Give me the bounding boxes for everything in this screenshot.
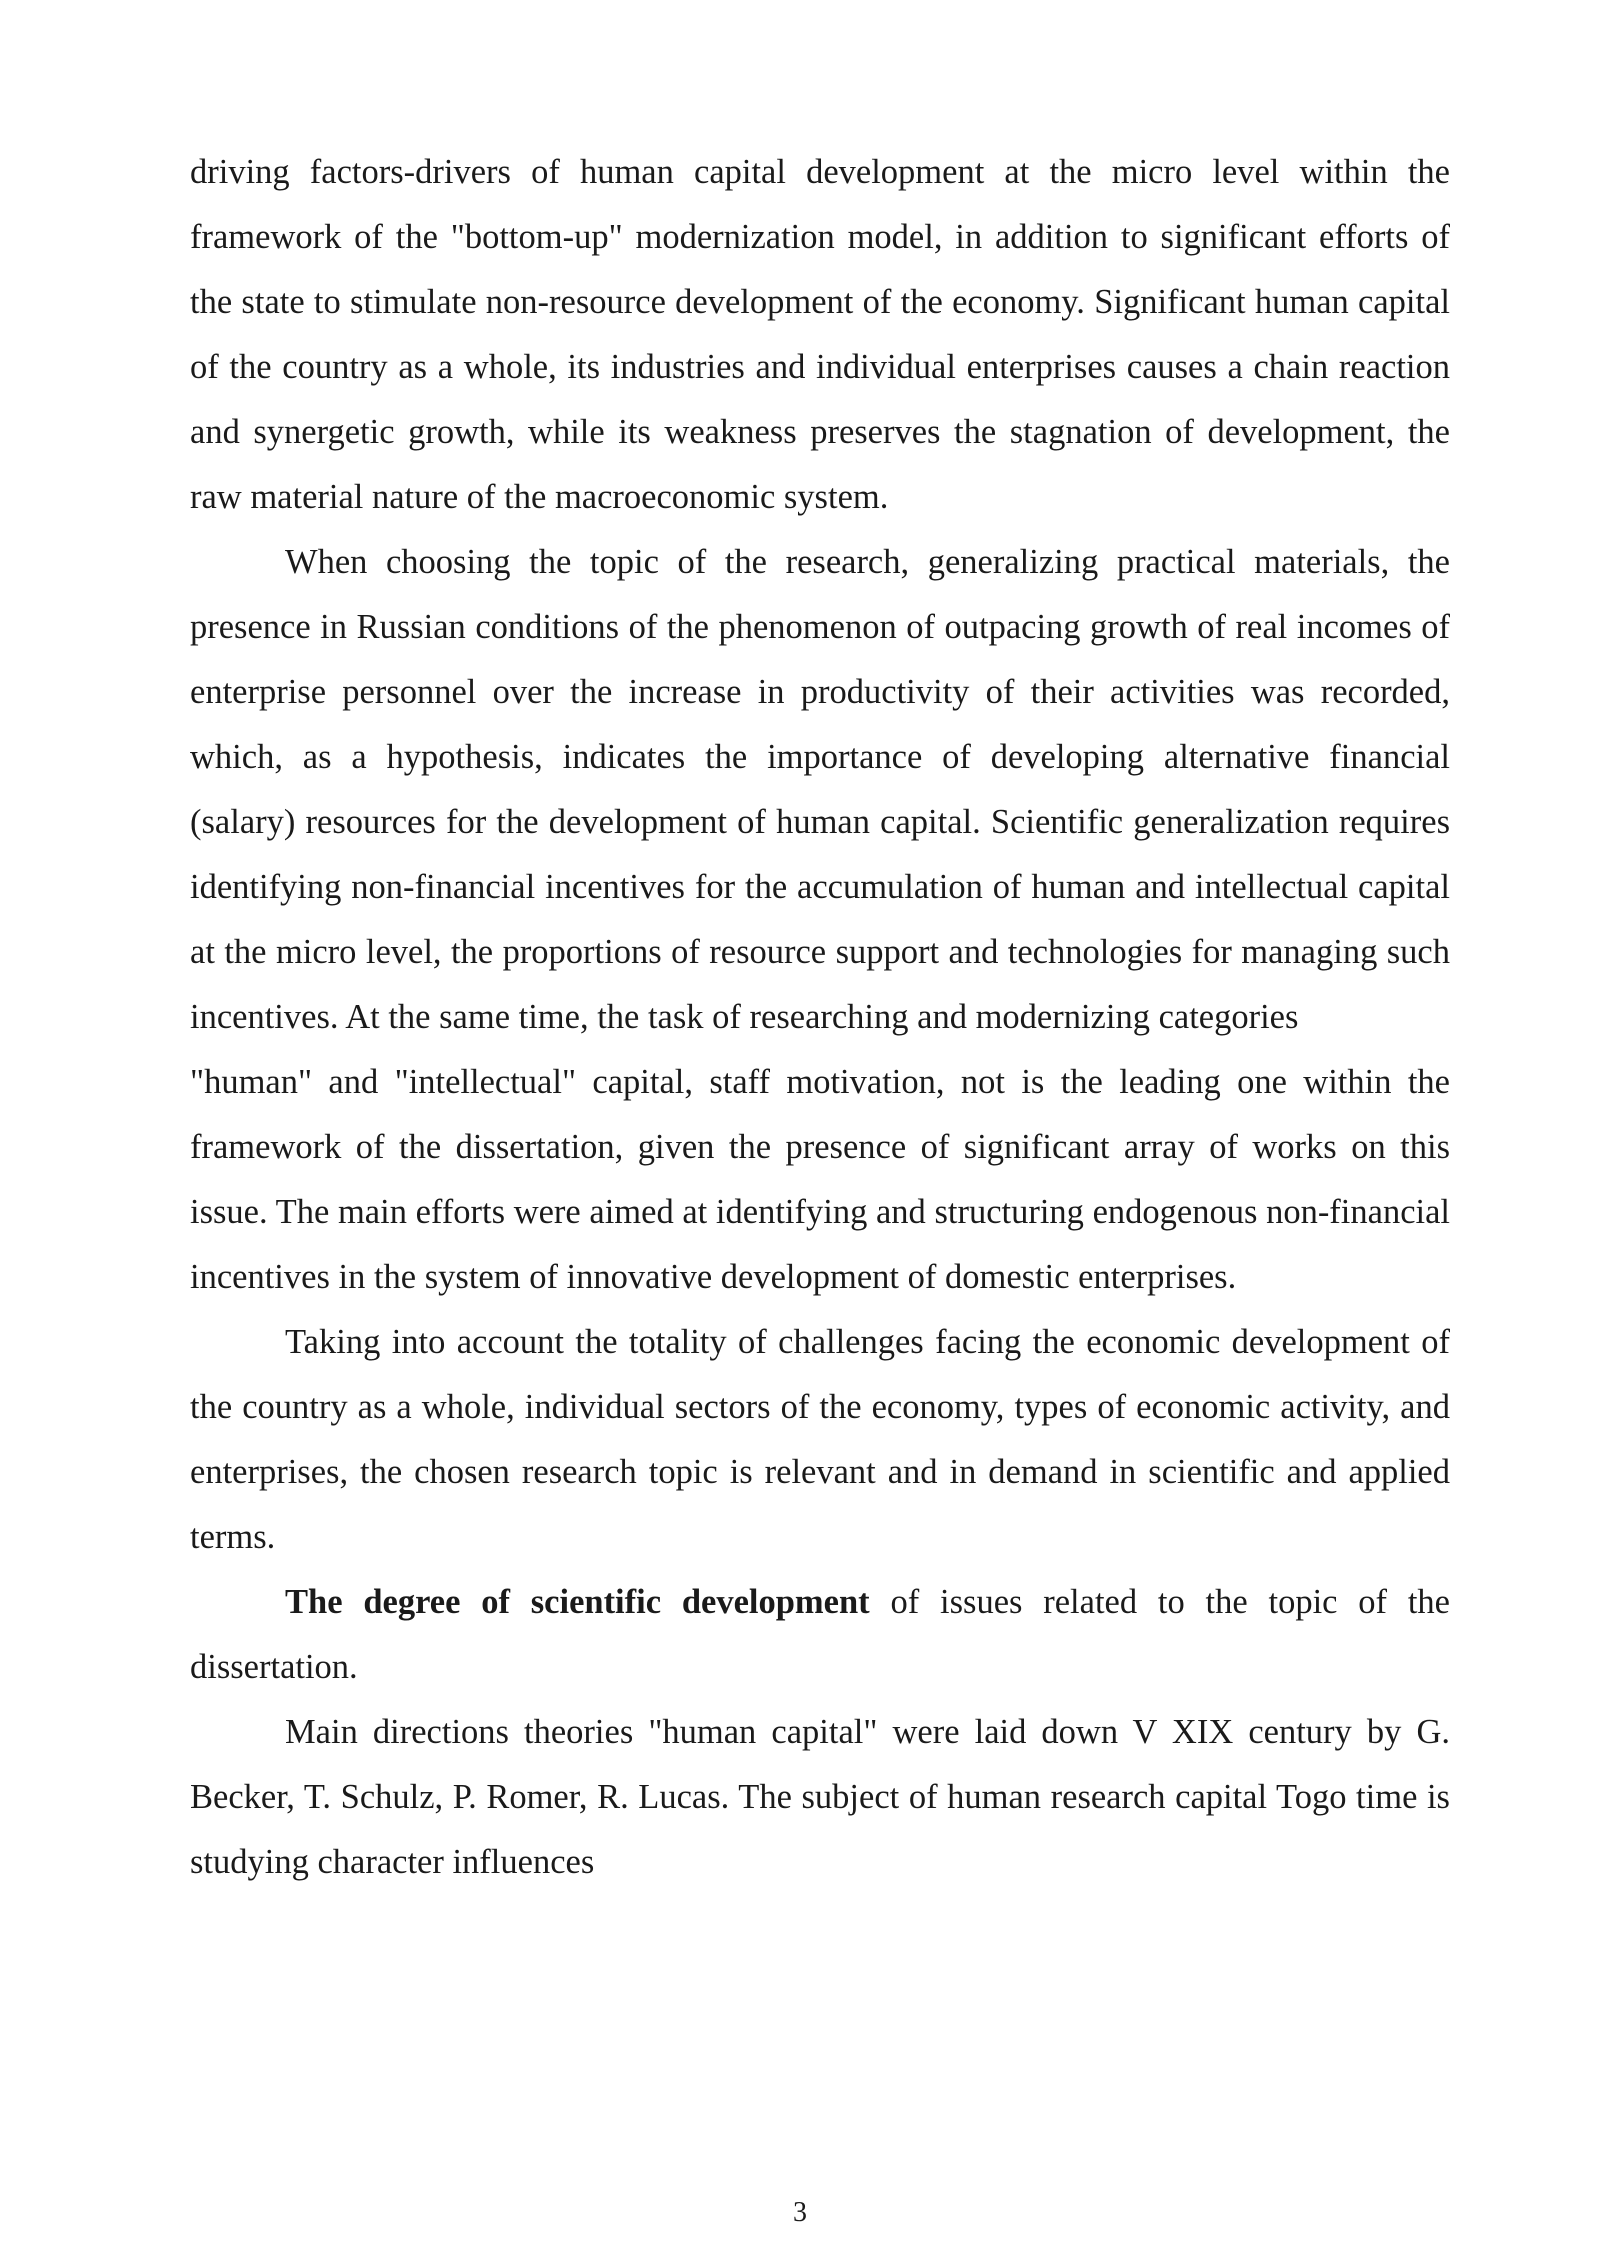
paragraph-3-text: Taking into account the totality of challenges facing the economic development of the country as a whole, individual sectors of the economy, types of economic activity, and enterprises, the chosen research topic is relevant and in demand in scientific and applied terms. bbox=[190, 1323, 1450, 1556]
paragraph-1-text: driving factors-drivers of human capital development at the micro level within the framework of the "bottom-up" modernization model, in addition to significant efforts of the state to stimulate non-resource development of the economy. Significant human capital of the country as a whole, its industries and individual enterprises causes a chain reaction and synergetic growth, while its weakness preserves the stagnation of development, the raw material nature of the macroeconomic system. bbox=[190, 153, 1450, 516]
paragraph-3 bbox=[190, 1310, 1450, 1570]
section-heading-inline: The degree of scientific development bbox=[285, 1583, 870, 1621]
paragraph-2b bbox=[190, 1050, 1450, 1310]
paragraph-2a-text: When choosing the topic of the research, generalizing practical materials, the presence in Russian conditions of the phenomenon of outpacing growth of real incomes of enterprise personnel over the increase in productivity of their activities was recorded, which, as a hypothesis, indicates the importance of developing alternative financial (salary) resources for the development of human capital. Scientific generalization requires identifying non-financial incentives for the accumulation of human and intellectual capital at the micro level, the proportions of resource support and technologies for managing such incentives. At the same time, the task of researching and modernizing categories bbox=[190, 543, 1450, 1036]
paragraph-4 bbox=[190, 1570, 1450, 1700]
page-number: 3 bbox=[793, 2197, 807, 2228]
paragraph-4-text: of issues related to the topic of the dissertation. bbox=[190, 1583, 1450, 1686]
paragraph-2a bbox=[190, 530, 1450, 1050]
body-text bbox=[190, 140, 1450, 1895]
paragraph-5-text: Main directions theories "human capital" were laid down V XIX century by G. Becker, T. Schulz, P. Romer, R. Lucas. The subject of human research capital Togo time is studying character influences bbox=[190, 1713, 1450, 1881]
paragraph-2b-text: "human" and "intellectual" capital, staff motivation, not is the leading one within the framework of the dissertation, given the presence of significant array of works on this issue. The main efforts were aimed at identifying and structuring endogenous non-financial incentives in the system of innovative development of domestic enterprises. bbox=[190, 1063, 1450, 1296]
paragraph-1 bbox=[190, 140, 1450, 530]
paragraph-5 bbox=[190, 1700, 1450, 1895]
